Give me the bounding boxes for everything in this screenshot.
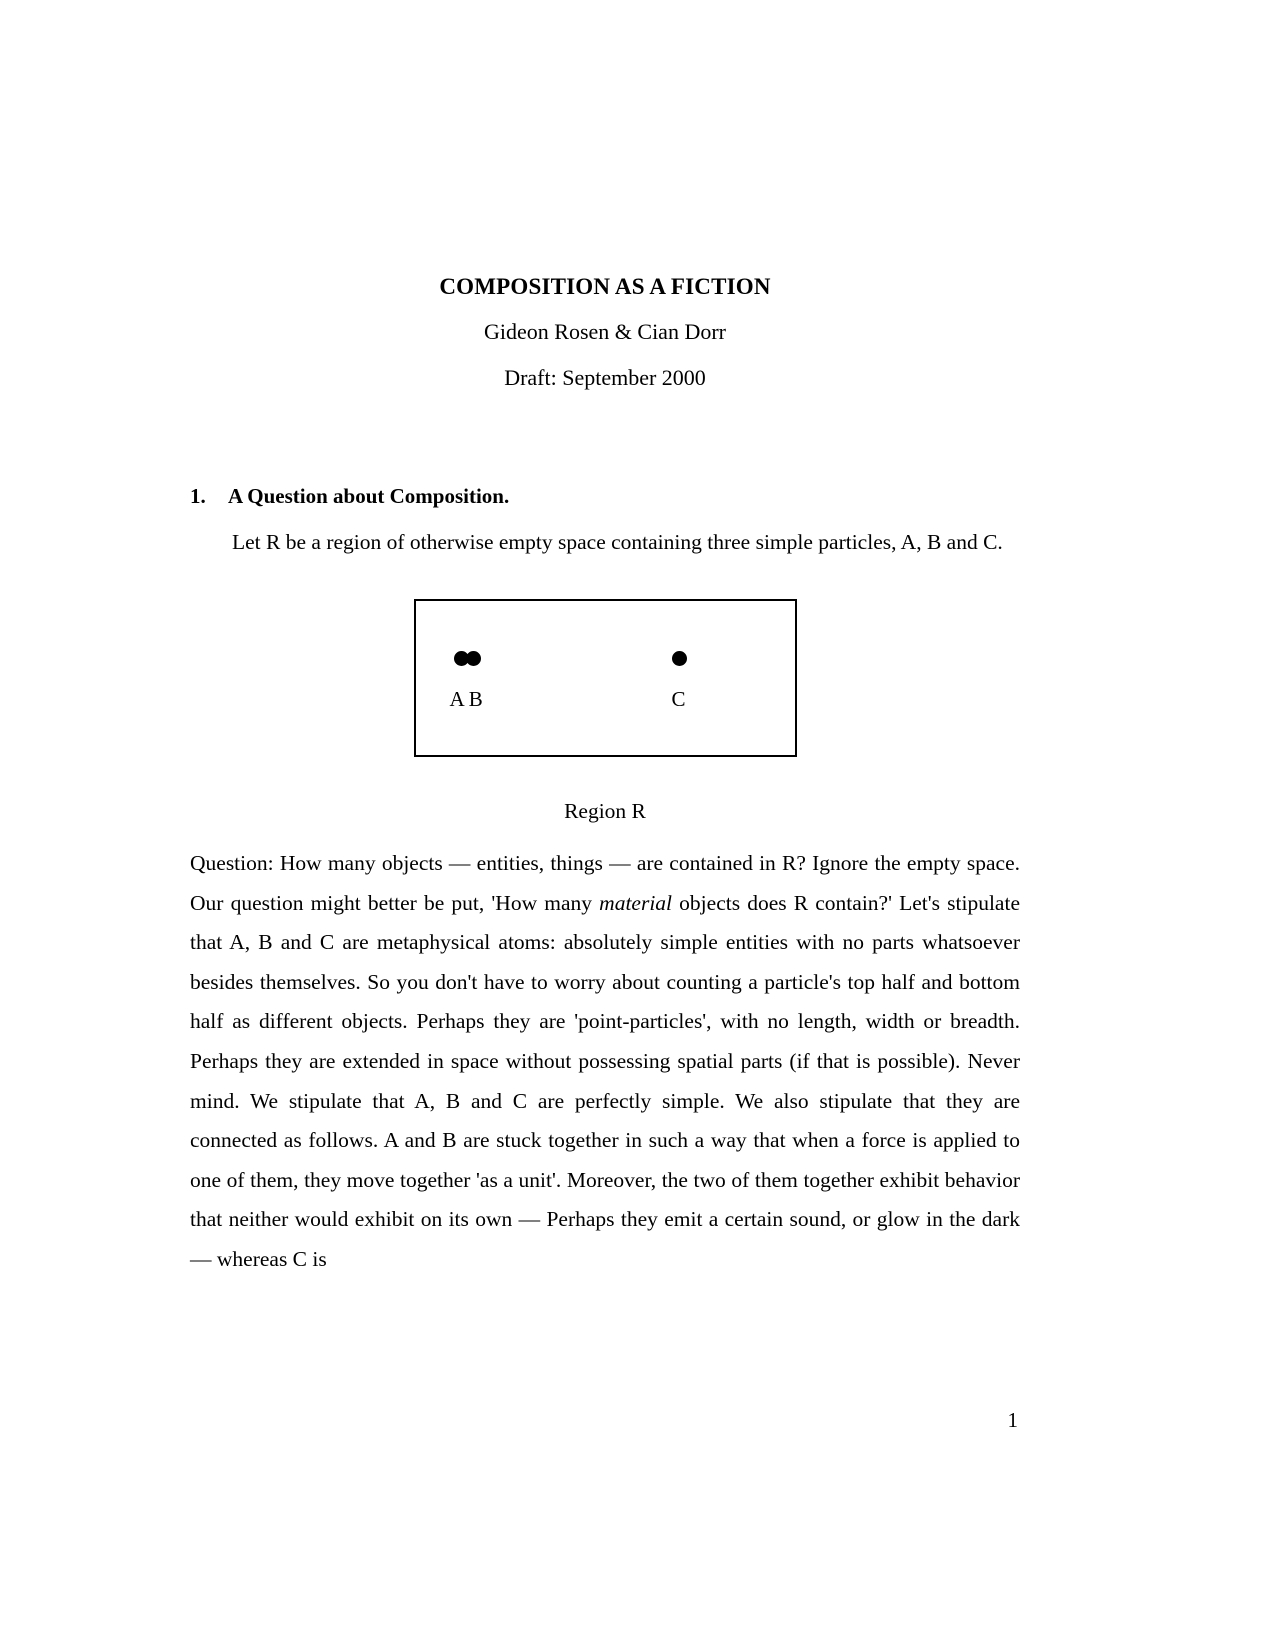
- main-paragraph-part-2: objects does R contain?' Let's stipulate that A, B and C are metaphysical atoms: absolutely simple entities with no parts whatsoever besides themselves. So you don't have to worry about counting a particle's top half and bottom half as different objects. Perhaps they are 'point-particles', with no length, width or breadth. Perhaps they are extended in space without possessing spatial parts (if that is possible). Never mind. We stipulate that A, B and C are perfectly simple. We also stipulate that they are connected as follows. A and B are stuck together in such a way that when a force is applied to one of them, they move together 'as a unit'. Moreover, the two of them together exhibit behavior that neither would exhibit on its own — Perhaps they emit a certain sound, or glow in the dark — whereas C is: [190, 890, 1020, 1272]
- main-paragraph: [190, 844, 1020, 1280]
- page-content: [190, 0, 1020, 1280]
- section-heading: [190, 486, 1020, 507]
- page-title: COMPOSITION AS A FICTION: [439, 274, 771, 299]
- figure-caption: Region R: [564, 798, 646, 823]
- draft-date: Draft: September 2000: [504, 365, 706, 390]
- page-number: 1: [1007, 1408, 1018, 1432]
- particle-c-label: C: [671, 686, 686, 711]
- region-box: [414, 599, 797, 757]
- region-figure: [190, 599, 1020, 823]
- intro-paragraph: Let R be a region of otherwise empty space containing three simple particles, A, B and C.: [232, 530, 1003, 554]
- main-paragraph-part-1: Question: How many objects — entities, things — are contained in R? Ignore the empty space. Our question might better be put, 'How many: [190, 851, 1020, 915]
- section-number: 1.: [190, 484, 206, 508]
- particle-ab-label: A B: [449, 686, 483, 711]
- section-title: A Question about Composition.: [228, 484, 510, 508]
- title-block: [190, 275, 1020, 389]
- particle-b-dot: [466, 651, 481, 666]
- emphasis-material: material: [599, 890, 673, 915]
- particle-c-dot: [672, 651, 687, 666]
- author-line: Gideon Rosen & Cian Dorr: [484, 319, 726, 344]
